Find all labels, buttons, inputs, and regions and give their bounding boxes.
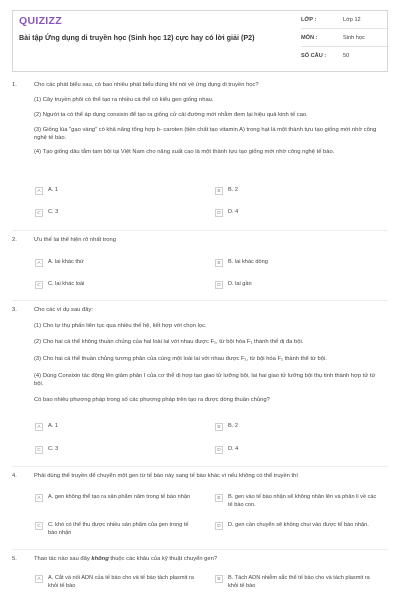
question-text: Phải dùng thể truyền để chuyển một gen từ tế bào này sang tế bào khác vì nếu không có thể truyền thì	[34, 473, 298, 479]
option-letter: B	[215, 575, 223, 583]
option-letter: D	[215, 281, 223, 289]
question-text: Ưu thế lai thể hiện rõ nhất trong	[34, 237, 116, 243]
option-letter: D	[215, 209, 223, 217]
option-text: A. 1	[48, 423, 58, 429]
meta-key: MÔN :	[301, 35, 318, 41]
question-text: Cho các phát biểu sau, có bao nhiêu phát biểu đúng khi nói về ứng dụng di truyền học?	[34, 82, 259, 88]
option-letter: B	[215, 187, 223, 195]
option-text: B. 2	[228, 187, 238, 193]
option-text: C. 3	[48, 446, 59, 452]
meta-value: 50	[343, 53, 350, 59]
question-text	[34, 556, 384, 564]
meta-value: Lớp 12	[343, 17, 361, 23]
option-text: C. lai khác loài	[48, 281, 85, 287]
question-divider	[12, 549, 388, 550]
option-letter: C	[35, 281, 43, 289]
question-followup: Có bao nhiêu phương pháp trong số các phương pháp trên tạo ra được dòng thuần chủng?	[34, 397, 270, 403]
option-letter: B	[215, 259, 223, 267]
statement: (1) Cây truyền phôi có thể tạo ra nhiều cá thể có kiểu gen giống nhau.	[34, 97, 214, 103]
question-number: 2.	[12, 237, 17, 243]
option-text: A. lai khác thứ	[48, 259, 84, 265]
question-emphasis: không	[91, 556, 109, 562]
question-text-end: thuộc các khâu của kỹ thuật chuyển gen?	[108, 556, 218, 562]
option-letter: A	[35, 494, 43, 502]
meta-row-grade	[301, 14, 389, 29]
document-header	[12, 10, 388, 72]
option-text: D. 4	[228, 209, 239, 215]
option-letter: C	[35, 209, 43, 217]
statement: (3) Giống lúa "gạo vàng" có khả năng tổng hợp b- caroten (tiền chất tạo vitamin A) trong hạt là một thành tựu tạo giống mới nhờ công nghệ tế bào.	[34, 127, 377, 141]
option-letter: A	[35, 187, 43, 195]
quizizz-logo[interactable]: QUIZIZZ	[19, 15, 62, 27]
question-number: 5.	[12, 556, 17, 562]
meta-key: LỚP :	[301, 17, 317, 23]
option-text: D. lai gần	[228, 281, 252, 287]
statement: (1) Cho tự thụ phấn liên tục qua nhiều thế hệ, kết hợp với chọn lọc.	[34, 323, 207, 329]
question-number: 3.	[12, 307, 17, 313]
option-letter: D	[215, 446, 223, 454]
question-number: 4.	[12, 473, 17, 479]
meta-row-count	[301, 50, 389, 65]
statement: (4) Dùng Consixin tác động lên giảm phân I của cơ thể dị hợp tạo giao tử lưỡng bội, lai hai giao tử lưỡng bội thụ tinh thành hợp tử tứ bội.	[34, 373, 376, 387]
question-text-start: Thao tác nào sau đây	[34, 556, 92, 562]
option-text: A. 1	[48, 187, 58, 193]
option-letter: C	[35, 522, 43, 530]
option-letter: D	[215, 522, 223, 530]
option-text: B. 2	[228, 423, 238, 429]
statement: (3) Cho hai cá thể thuần chủng tương phản của cùng một loài lai với nhau được F₁, từ bội hóa F₁ thành thể từ bội.	[34, 356, 327, 362]
question-text: Cho các ví dụ sau đây:	[34, 307, 93, 313]
option-text: C. 3	[48, 209, 59, 215]
option-letter: B	[215, 423, 223, 431]
question-divider	[12, 466, 388, 467]
statement: (2) Cho hai cá thể không thuần chủng của hai loài lai với nhau được F₁, từ bội hóa F₁ thành thể dị đa bội.	[34, 339, 304, 345]
option-text: A. Cắt và nối ADN của tế bào cho và tế bào tách plasmit ra khỏi tế bào	[48, 575, 194, 589]
meta-key: SỐ CÂU :	[301, 53, 327, 59]
option-letter: C	[35, 446, 43, 454]
option-text: B. Tách ADN nhiễm sắc thể tế bào cho và tách plasmit ra khỏi tế bào	[228, 575, 370, 589]
option-letter: B	[215, 494, 223, 502]
option-text: B. lai khác dòng	[228, 259, 268, 265]
option-letter: A	[35, 423, 43, 431]
question-1	[12, 82, 388, 88]
document-meta	[301, 11, 389, 73]
question-divider	[12, 230, 388, 231]
option-letter: A	[35, 575, 43, 583]
option-text: C. khó có thể thu được nhiều sản phẩm của gen trong tế bào nhận	[48, 522, 189, 536]
option-letter: A	[35, 259, 43, 267]
meta-row-subject	[301, 32, 389, 47]
option-text: D. 4	[228, 446, 239, 452]
option-text: D. gen cần chuyển sẽ không chui vào được tế bào nhận.	[228, 522, 369, 528]
document-title: Bài tập Ứng dụng di truyền học (Sinh học 12) cực hay có lời giải (P2)	[19, 33, 255, 42]
question-divider	[12, 300, 388, 301]
statement: (2) Người ta có thể áp dụng consixin để tạo ra giống cử cải đường mới nhằm đem lại hiệu quả kinh tế cao.	[34, 112, 308, 118]
option-text: A. gen không thể tạo ra sản phẩm năm trong tế bào nhận	[48, 494, 191, 500]
statement: (4) Tạo giống dâu tằm tam bội tại Việt Nam cho năng suất cao là một thành tựu tạo giống mới nhờ công nghệ tế bào.	[34, 149, 335, 155]
option-text: B. gen vào tế bào nhận sẽ không nhân lên và phân li về các tế bào con.	[228, 494, 377, 508]
question-number: 1.	[12, 82, 17, 88]
meta-value: Sinh học	[343, 35, 365, 41]
